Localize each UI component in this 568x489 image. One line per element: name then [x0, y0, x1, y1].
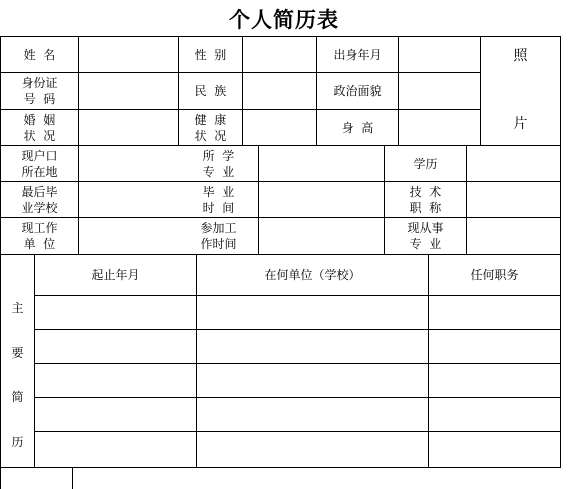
marital-field[interactable]: [79, 110, 178, 145]
id-number-field[interactable]: [79, 73, 178, 109]
label-ethnicity: 民 族: [194, 84, 227, 98]
label-major: 所 学 专 业: [202, 148, 235, 179]
label-birth: 出身年月: [333, 47, 382, 62]
work-start-field[interactable]: [259, 218, 384, 254]
graduated-school-field[interactable]: [79, 182, 178, 217]
current-profession-field[interactable]: [467, 218, 560, 254]
resume-cell-period[interactable]: [35, 364, 196, 397]
resume-cell-unit[interactable]: [197, 398, 428, 431]
resume-label-char: 主: [11, 301, 24, 315]
gender-field[interactable]: [243, 37, 316, 72]
resume-cell-position[interactable]: [429, 432, 560, 467]
label-current-profession: 现从事 专 业: [407, 221, 444, 251]
grid-line: [560, 36, 561, 468]
resume-cell-period[interactable]: [35, 432, 196, 467]
birth-field[interactable]: [399, 37, 480, 72]
resume-cell-position[interactable]: [429, 296, 560, 329]
photo-label-bottom: 片: [513, 116, 528, 132]
label-title-rank: 技 术 职 称: [409, 184, 442, 215]
major-field[interactable]: [259, 146, 384, 181]
employer-field[interactable]: [79, 218, 178, 254]
resume-header-period: 起止年月: [91, 268, 140, 282]
resume-cell-unit[interactable]: [197, 296, 428, 329]
resume-label-char: 历: [11, 434, 24, 449]
ethnicity-field[interactable]: [243, 73, 316, 109]
graduation-time-field[interactable]: [259, 182, 384, 217]
resume-cell-period[interactable]: [35, 296, 196, 329]
health-field[interactable]: [243, 110, 316, 145]
resume-cell-position[interactable]: [429, 364, 560, 397]
title-rank-field[interactable]: [467, 182, 560, 217]
label-health: 健 康 状 况: [194, 112, 227, 143]
form-title: 个人简历表: [229, 7, 339, 32]
resume-label-char: 简: [11, 390, 24, 405]
label-education: 学历: [413, 156, 438, 171]
resume-cell-period[interactable]: [35, 330, 196, 363]
label-employer: 现工作 单 位: [21, 221, 58, 251]
political-field[interactable]: [399, 73, 480, 109]
residence-field[interactable]: [79, 146, 178, 181]
label-gender: 性 别: [194, 47, 227, 62]
resume-section-label: [1, 300, 34, 450]
label-graduated-school: 最后毕 业学校: [21, 184, 58, 215]
label-height: 身 高: [341, 120, 374, 135]
grid-line: [72, 467, 73, 489]
height-field[interactable]: [399, 110, 480, 145]
label-work-start: 参加工 作时间: [200, 221, 237, 251]
label-marital: 婚 姻 状 况: [23, 112, 56, 143]
resume-cell-position[interactable]: [429, 330, 560, 363]
label-graduation-time: 毕 业 时 间: [202, 184, 235, 215]
resume-cell-unit[interactable]: [197, 364, 428, 397]
resume-cell-period[interactable]: [35, 398, 196, 431]
resume-header-position: 任何职务: [470, 268, 519, 282]
resume-cell-position[interactable]: [429, 398, 560, 431]
education-field[interactable]: [467, 146, 560, 181]
label-name: 姓 名: [23, 47, 56, 62]
resume-cell-unit[interactable]: [197, 330, 428, 363]
photo-label-top: 照: [513, 48, 528, 64]
resume-label-char: 要: [11, 345, 24, 360]
label-political: 政治面貌: [333, 84, 382, 98]
grid-line: [0, 467, 561, 468]
resume-header-unit: 在何单位（学校）: [264, 268, 361, 282]
name-field[interactable]: [79, 37, 178, 72]
resume-cell-unit[interactable]: [197, 432, 428, 467]
label-id-number: 身份证 号 码: [21, 76, 58, 106]
label-residence: 现户口 所在地: [21, 148, 58, 179]
